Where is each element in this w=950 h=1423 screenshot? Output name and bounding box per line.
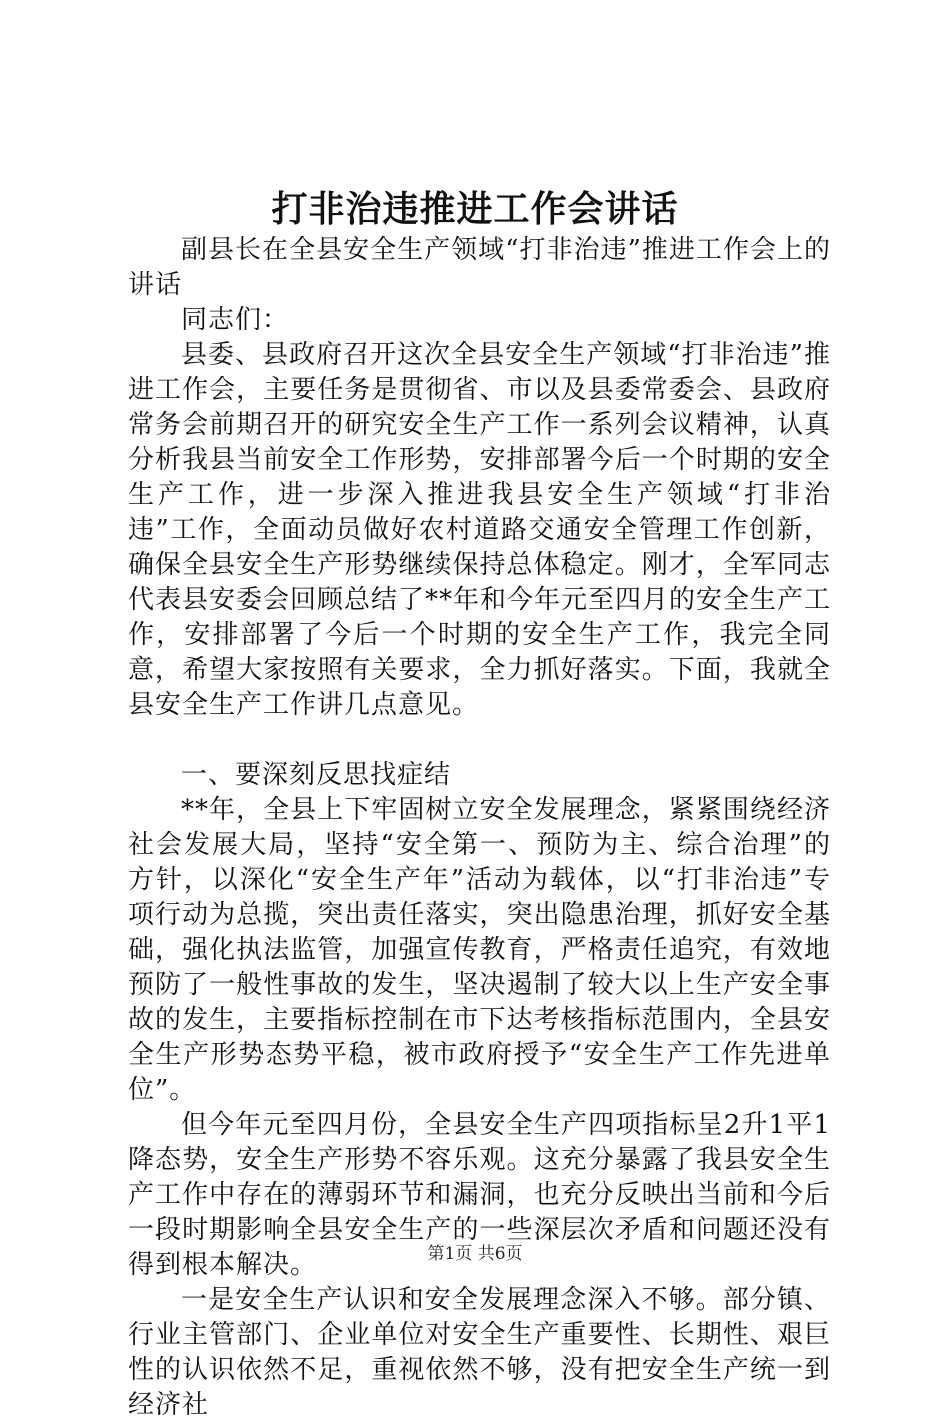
document-title: 打非治违推进工作会讲话 — [271, 188, 679, 230]
body-paragraph: **年，全县上下牢固树立安全发展理念，紧紧围绕经济社会发展大局，坚持“安全第一、预防为主、综合治理”的方针，以深化“安全生产年”活动为载体，以“打非治违”专项行动为总揽，突出责任落实，突出隐患治理，抓好安全基础，强化执法监管，加强宣传教育，严格责任追究，有效地预防了一般性事故的发生，坚决遏制了较大以上生产安全事故的发生，主要指标控制在市下达考核指标范围内，全县安全生产形势态势平稳，被市政府授予“安全生产工作先进单位”。 — [128, 795, 831, 1105]
intro-paragraph: 县委、县政府召开这次全县安全生产领域“打非治违”推进工作会，主要任务是贯彻省、市以及县委常委会、县政府常务会前期召开的研究安全生产工作一系列会议精神，认真分析我县当前安全工作形势，安排部署今后一个时期的安全生产工作，进一步深入推进我县安全生产领域“打非治违”工作，全面动员做好农村道路交通安全管理工作创新，确保全县安全生产形势继续保持总体稳定。刚才，全军同志代表县安委会回顾总结了**年和今年元至四月的安全生产工作，安排部署了今后一个时期的安全生产工作，我完全同意，希望大家按照有关要求，全力抓好落实。下面，我就全县安全生产工作讲几点意见。 — [128, 340, 832, 720]
page-footer: 第1页 共6页 — [427, 1244, 523, 1264]
salutation-paragraph: 同志们： — [181, 305, 290, 335]
body-paragraph: 一是安全生产认识和安全发展理念深入不够。部分镇、行业主管部门、企业单位对安全生产重要性、长期性、艰巨性的认识依然不足，重视依然不够，没有把安全生产统一到经济社 — [128, 1285, 831, 1420]
section-heading: 一、要深刻反思找症结 — [181, 760, 452, 790]
blank-line — [128, 723, 831, 758]
subtitle-paragraph: 副县长在全县安全生产领域“打非治违”推进工作会上的讲话 — [128, 235, 831, 300]
body-paragraph: 但今年元至四月份，全县安全生产四项指标呈2升1平1降态势，安全生产形势不容乐观。这充分暴露了我县安全生产工作中存在的薄弱环节和漏洞，也充分反映出当前和今后一段时期影响全县安全生产的一些深层次矛盾和问题还没有得到根本解决。 — [128, 1110, 831, 1280]
